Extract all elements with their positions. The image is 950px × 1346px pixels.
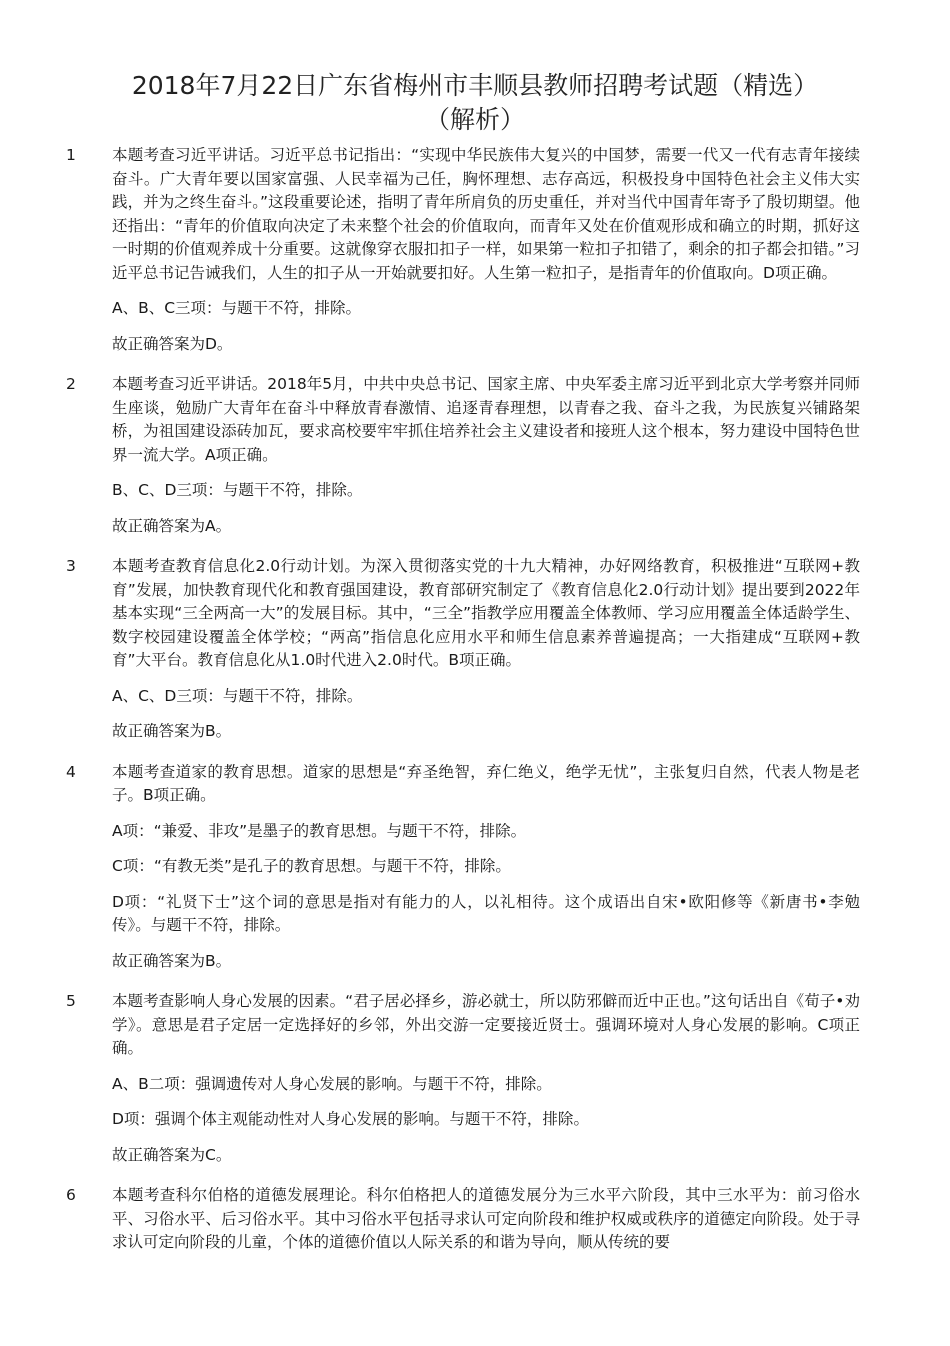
answer-line: 故正确答案为B。: [112, 951, 232, 970]
question-number: 5: [66, 992, 76, 1010]
option-analysis: A、C、D三项：与题干不符，排除。: [112, 686, 363, 705]
question-list: [0, 144, 950, 1272]
option-analysis: C项：“有教无类”是孔子的教育思想。与题干不符，排除。: [112, 857, 511, 875]
question-number: 3: [66, 557, 76, 575]
answer-line: 故正确答案为B。: [112, 722, 232, 740]
explanation-paragraph: 本题考查习近平讲话。习近平总书记指出：“实现中华民族伟大复兴的中国梦，需要一代又一代有志青年接续奋斗。广大青年要以国家富强、人民幸福为己任，胸怀理想、志存高远，积极投身中国特色社会主义伟大实践，并为之终生奋斗。”这段重要论述，指明了青年所肩负的历史重任，并对当代中国青年寄予了殷切期望。他还指出：“青年的价值取向决定了未来整个社会的价值取向，而青年又处在价值观形成和确立的时期，抓好这一时期的价值观养成十分重要。这就像穿衣服扣扣子一样，如果第一粒扣子扣错了，剩余的扣子都会扣错。”习近平总书记告诫我们，人生的扣子从一开始就要扣好。人生第一粒扣子，是指青年的价值取向。D项正确。: [112, 146, 860, 282]
question-4: [0, 761, 950, 974]
option-analysis: D项：“礼贤下士”这个词的意思是指对有能力的人，以礼相待。这个成语出自宋•欧阳修等《新唐书•李勉传》。与题干不符，排除。: [112, 892, 860, 934]
question-number: 4: [66, 762, 76, 781]
option-analysis: A项：“兼爱、非攻”是墨子的教育思想。与题干不符，排除。: [112, 821, 527, 840]
question-5: [0, 990, 950, 1167]
question-number: 1: [66, 146, 76, 164]
explanation-paragraph: 本题考查影响人身心发展的因素。“君子居必择乡，游必就士，所以防邪僻而近中正也。”这句话出自《荀子•劝学》。意思是君子定居一定选择好的乡邻，外出交游一定要接近贤士。强调环境对人身心发展的影响。C项正确。: [112, 992, 860, 1057]
question-2: [0, 373, 950, 538]
explanation-paragraph: 本题考查习近平讲话。2018年5月，中共中央总书记、国家主席、中央军委主席习近平到北京大学考察并同师生座谈，勉励广大青年在奋斗中释放青春激情、追逐青春理想，以青春之我、奋斗之我，为民族复兴铺路架桥，为祖国建设添砖加瓦，要求高校要牢牢抓住培养社会主义建设者和接班人这个根本，努力建设中国特色世界一流大学。A项正确。: [112, 375, 860, 464]
document-subtitle: （解析）: [424, 105, 525, 134]
explanation-paragraph: 本题考查教育信息化2.0行动计划。为深入贯彻落实党的十九大精神，办好网络教育，积极推进“互联网+教育”发展，加快教育现代化和教育强国建设，教育部研究制定了《教育信息化2.0行动计划》提出要到2022年基本实现“三全两高一大”的发展目标。其中，“三全”指教学应用覆盖全体教师、学习应用覆盖全体适龄学生、数字校园建设覆盖全体学校；“两高”指信息化应用水平和师生信息素养普遍提高；一大指建成“互联网+教育”大平台。教育信息化从1.0时代进入2.0时代。B项正确。: [112, 557, 860, 669]
option-analysis: B、C、D三项：与题干不符，排除。: [112, 481, 363, 499]
option-analysis: D项：强调个体主观能动性对人身心发展的影响。与题干不符，排除。: [112, 1110, 589, 1128]
question-3: [0, 555, 950, 744]
option-analysis: A、B、C三项：与题干不符，排除。: [112, 299, 362, 317]
explanation-paragraph: 本题考查科尔伯格的道德发展理论。科尔伯格把人的道德发展分为三水平六阶段，其中三水平为：前习俗水平、习俗水平、后习俗水平。其中习俗水平包括寻求认可定向阶段和维护权威或秩序的道德定向阶段。处于寻求认可定向阶段的儿童，个体的道德价值以人际关系的和谐为导向，顺从传统的要: [112, 1186, 860, 1251]
question-1: [0, 144, 950, 356]
document-title: 2018年7月22日广东省梅州市丰顺县教师招聘考试题（精选）: [131, 71, 819, 100]
question-number: 2: [66, 375, 76, 393]
question-6: [0, 1184, 950, 1255]
answer-line: 故正确答案为C。: [112, 1145, 232, 1164]
question-number: 6: [66, 1186, 76, 1204]
answer-line: 故正确答案为D。: [112, 334, 233, 353]
explanation-paragraph: 本题考查道家的教育思想。道家的思想是“弃圣绝智，弃仁绝义，绝学无忧”，主张复归自然，代表人物是老子。B项正确。: [112, 762, 860, 804]
answer-line: 故正确答案为A。: [112, 516, 232, 535]
option-analysis: A、B二项：强调遗传对人身心发展的影响。与题干不符，排除。: [112, 1074, 552, 1093]
